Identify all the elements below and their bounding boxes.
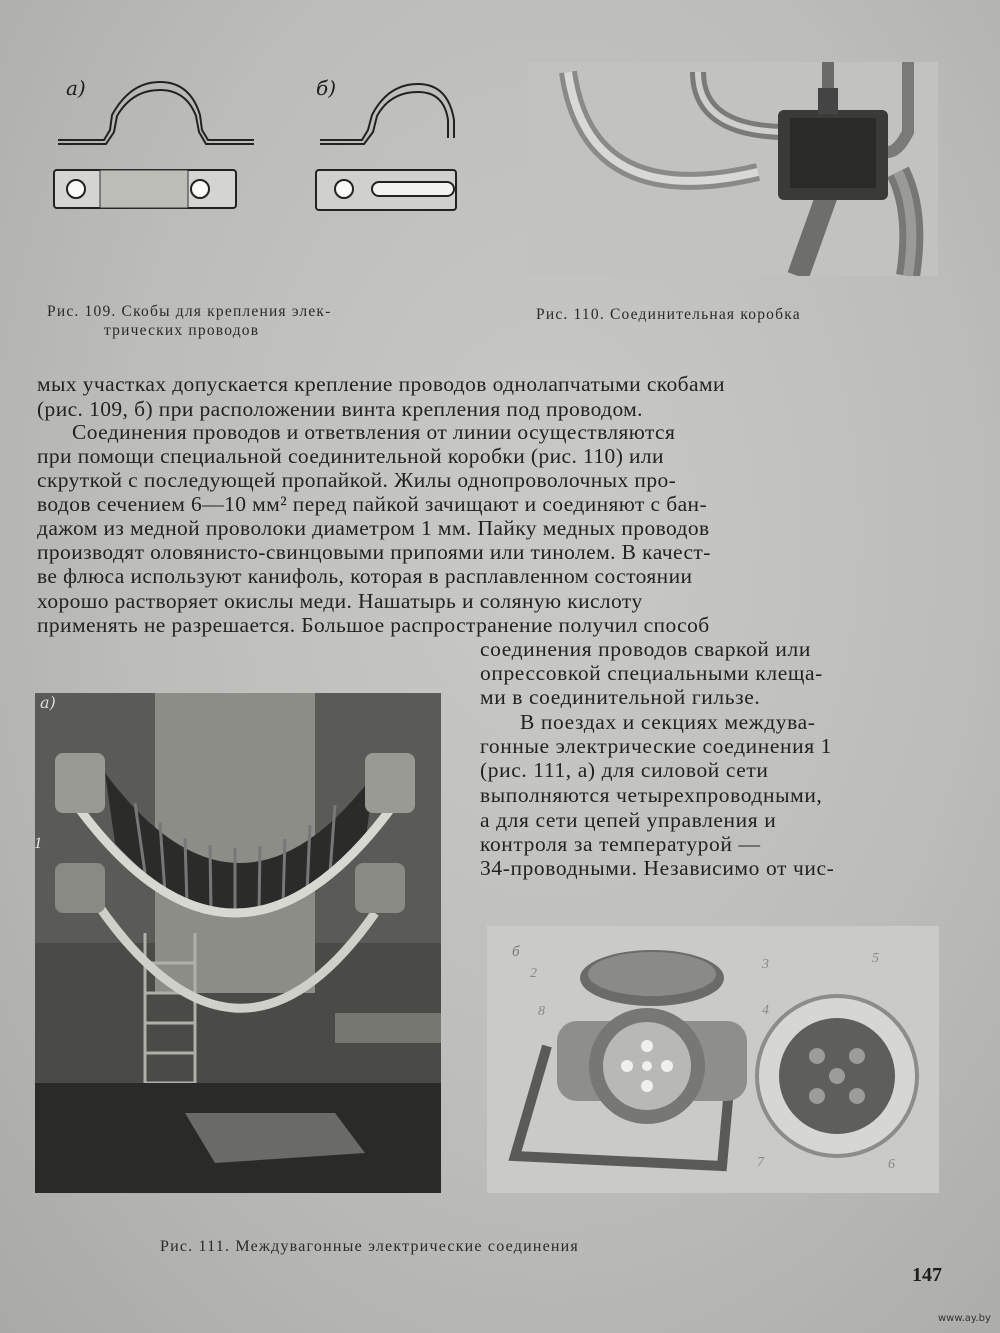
- callout-5: 5: [872, 951, 879, 966]
- body-line: производят оловянисто-свинцовыми припоями или тинолем. В качест-: [37, 540, 711, 564]
- column-line: (рис. 111, а) для силовой сети: [480, 758, 769, 782]
- fig111-label-a: а): [40, 693, 56, 712]
- body-line: скруткой с последующей пропайкой. Жилы однопроволочных про-: [37, 468, 677, 492]
- column-line: В поездах и секциях междува-: [520, 710, 816, 734]
- fig109-label-b: б): [316, 76, 337, 100]
- fig109-label-a: а): [66, 76, 86, 100]
- body-line: водов сечением 6—10 мм² перед пайкой зачищают и соединяют с бан-: [37, 492, 708, 516]
- body-line: ве флюса используют канифоль, которая в расплавленном состоянии: [37, 564, 693, 588]
- fig111-label-b: б: [512, 944, 520, 960]
- column-line: 34-проводными. Независимо от чис-: [480, 856, 835, 880]
- callout-2: 2: [530, 966, 537, 981]
- callout-6: 6: [888, 1157, 895, 1172]
- callout-7: 7: [757, 1155, 764, 1170]
- column-line: соединения проводов сваркой или: [480, 637, 811, 661]
- body-line: мых участках допускается крепление проводов однолапчатыми скобами: [37, 372, 725, 396]
- fig110-caption: Рис. 110. Соединительная коробка: [536, 306, 801, 323]
- fig109-bracket-drawings: [40, 80, 460, 220]
- body-line: хорошо растворяет окислы меди. Нашатырь и соляную кислоту: [37, 589, 643, 613]
- column-line: гонные электрические соединения 1: [480, 734, 833, 758]
- column-line: выполняются четырехпроводными,: [480, 783, 823, 807]
- page-number: 147: [912, 1264, 942, 1286]
- column-line: ми в соединительной гильзе.: [480, 685, 761, 709]
- watermark: www.ay.by: [938, 1313, 991, 1324]
- fig111-label-1: 1: [34, 835, 42, 852]
- callout-4: 4: [762, 1003, 769, 1018]
- callout-3: 3: [762, 957, 769, 972]
- fig109-caption-line1: Рис. 109. Скобы для крепления элек-: [47, 303, 332, 320]
- body-line: применять не разрешается. Большое распространение получил способ: [37, 613, 710, 637]
- column-line: опрессовкой специальными клеща-: [480, 661, 823, 685]
- body-line: Соединения проводов и ответвления от линии осуществляются: [72, 420, 676, 444]
- fig111a-intercar-connection-photo: [35, 693, 441, 1193]
- body-line: (рис. 109, б) при расположении винта крепления под проводом.: [37, 397, 643, 421]
- fig110-junction-box-photo: [528, 62, 938, 276]
- fig109-caption-line2: трических проводов: [104, 322, 260, 339]
- body-line: при помощи специальной соединительной коробки (рис. 110) или: [37, 444, 664, 468]
- fig111-caption: Рис. 111. Междувагонные электрические соединения: [160, 1238, 579, 1255]
- body-line: дажом из медной проволоки диаметром 1 мм. Пайку медных проводов: [37, 516, 710, 540]
- column-line: контроля за температурой —: [480, 832, 761, 856]
- column-line: а для сети цепей управления и: [480, 808, 777, 832]
- callout-8: 8: [538, 1004, 545, 1019]
